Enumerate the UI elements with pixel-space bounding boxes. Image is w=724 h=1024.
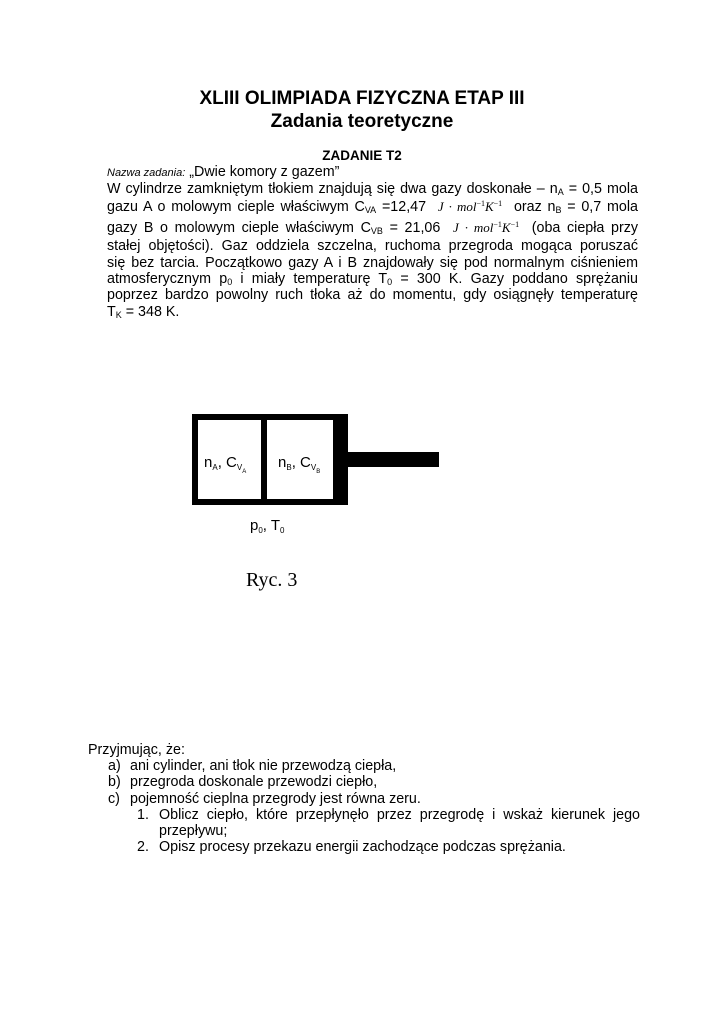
figure-caption: Ryc. 3 bbox=[246, 569, 298, 591]
assumption-a: a) ani cylinder, ani tłok nie przewodzą ciepła, bbox=[108, 758, 397, 775]
desc-line-5: się bez tarcia. Początkowo gazy A i B znajdowały się pod normalnym ciśnieniem bbox=[107, 254, 638, 271]
page-title: XLIII OLIMPIADA FIZYCZNA ETAP III bbox=[199, 88, 525, 109]
assumptions-intro: Przyjmując, że: bbox=[88, 742, 185, 758]
figure-cylinder-diagram bbox=[0, 405, 724, 605]
question-2: 2. Opisz procesy przekazu energii zachodzące podczas sprężania. bbox=[137, 839, 566, 856]
page-subtitle: Zadania teoretyczne bbox=[270, 111, 454, 132]
piston-head bbox=[333, 414, 348, 505]
question-1: 1. Oblicz ciepło, które przepłynęło przez przegrodę i wskaż kierunek jego przepływu; bbox=[137, 806, 640, 840]
desc-line-1: W cylindrze zamkniętym tłokiem znajdują się dwa gazy doskonałe – $n_A = 0,5$ mola bbox=[107, 181, 638, 197]
initial-conditions-label: p0, T0 bbox=[250, 517, 285, 535]
desc-line-8: $T_K = 348$ K. bbox=[107, 303, 180, 320]
assumption-c: c) pojemność cieplna przegrody jest równa zeru. bbox=[108, 790, 421, 807]
piston-rod bbox=[348, 452, 439, 467]
right-chamber-label: nB, CVB bbox=[278, 454, 321, 475]
desc-line-2: gazu A o molowym cieple właściwym $C_{VA} =12,47$ $J \cdot mol^{-1}K^{-1}$ oraz $n_B = 0,7$ mola bbox=[107, 199, 638, 216]
left-chamber-label: nA, CVA bbox=[204, 454, 247, 475]
task-name bbox=[107, 164, 638, 181]
assumption-b: b) przegroda doskonale przewodzi ciepło, bbox=[108, 774, 378, 791]
unit-j-mol-k-2: $J \cdot mol^{-1}K^{-1}$ bbox=[453, 219, 520, 235]
partition bbox=[261, 417, 267, 502]
assumptions-section bbox=[88, 742, 640, 855]
task-description bbox=[107, 181, 638, 320]
task-name-label: Nazwa zadania: bbox=[107, 167, 186, 179]
desc-line-7: poprzez bardzo powolny ruch tłoka aż do momentu, gdy osiągnęły temperaturę bbox=[107, 287, 638, 304]
desc-line-4: stałej objętości). Gaz oddziela szczelna, ruchoma przegroda mogąca poruszać bbox=[107, 238, 638, 255]
task-name-value: „Dwie komory z gazem” bbox=[189, 164, 340, 180]
desc-line-6: atmosferycznym $p_0$ i miały temperaturę $T_0 = 300$ K. Gazy poddano sprężaniu bbox=[107, 271, 638, 288]
desc-line-3: gazy B o molowym cieple właściwym $C_{VB} = 21,06$ $J \cdot mol^{-1}K^{-1}$ (oba ciepła przy bbox=[107, 219, 638, 236]
task-heading: ZADANIE T2 bbox=[322, 148, 402, 163]
unit-j-mol-k: $J \cdot mol^{-1}K^{-1}$ bbox=[437, 199, 503, 215]
